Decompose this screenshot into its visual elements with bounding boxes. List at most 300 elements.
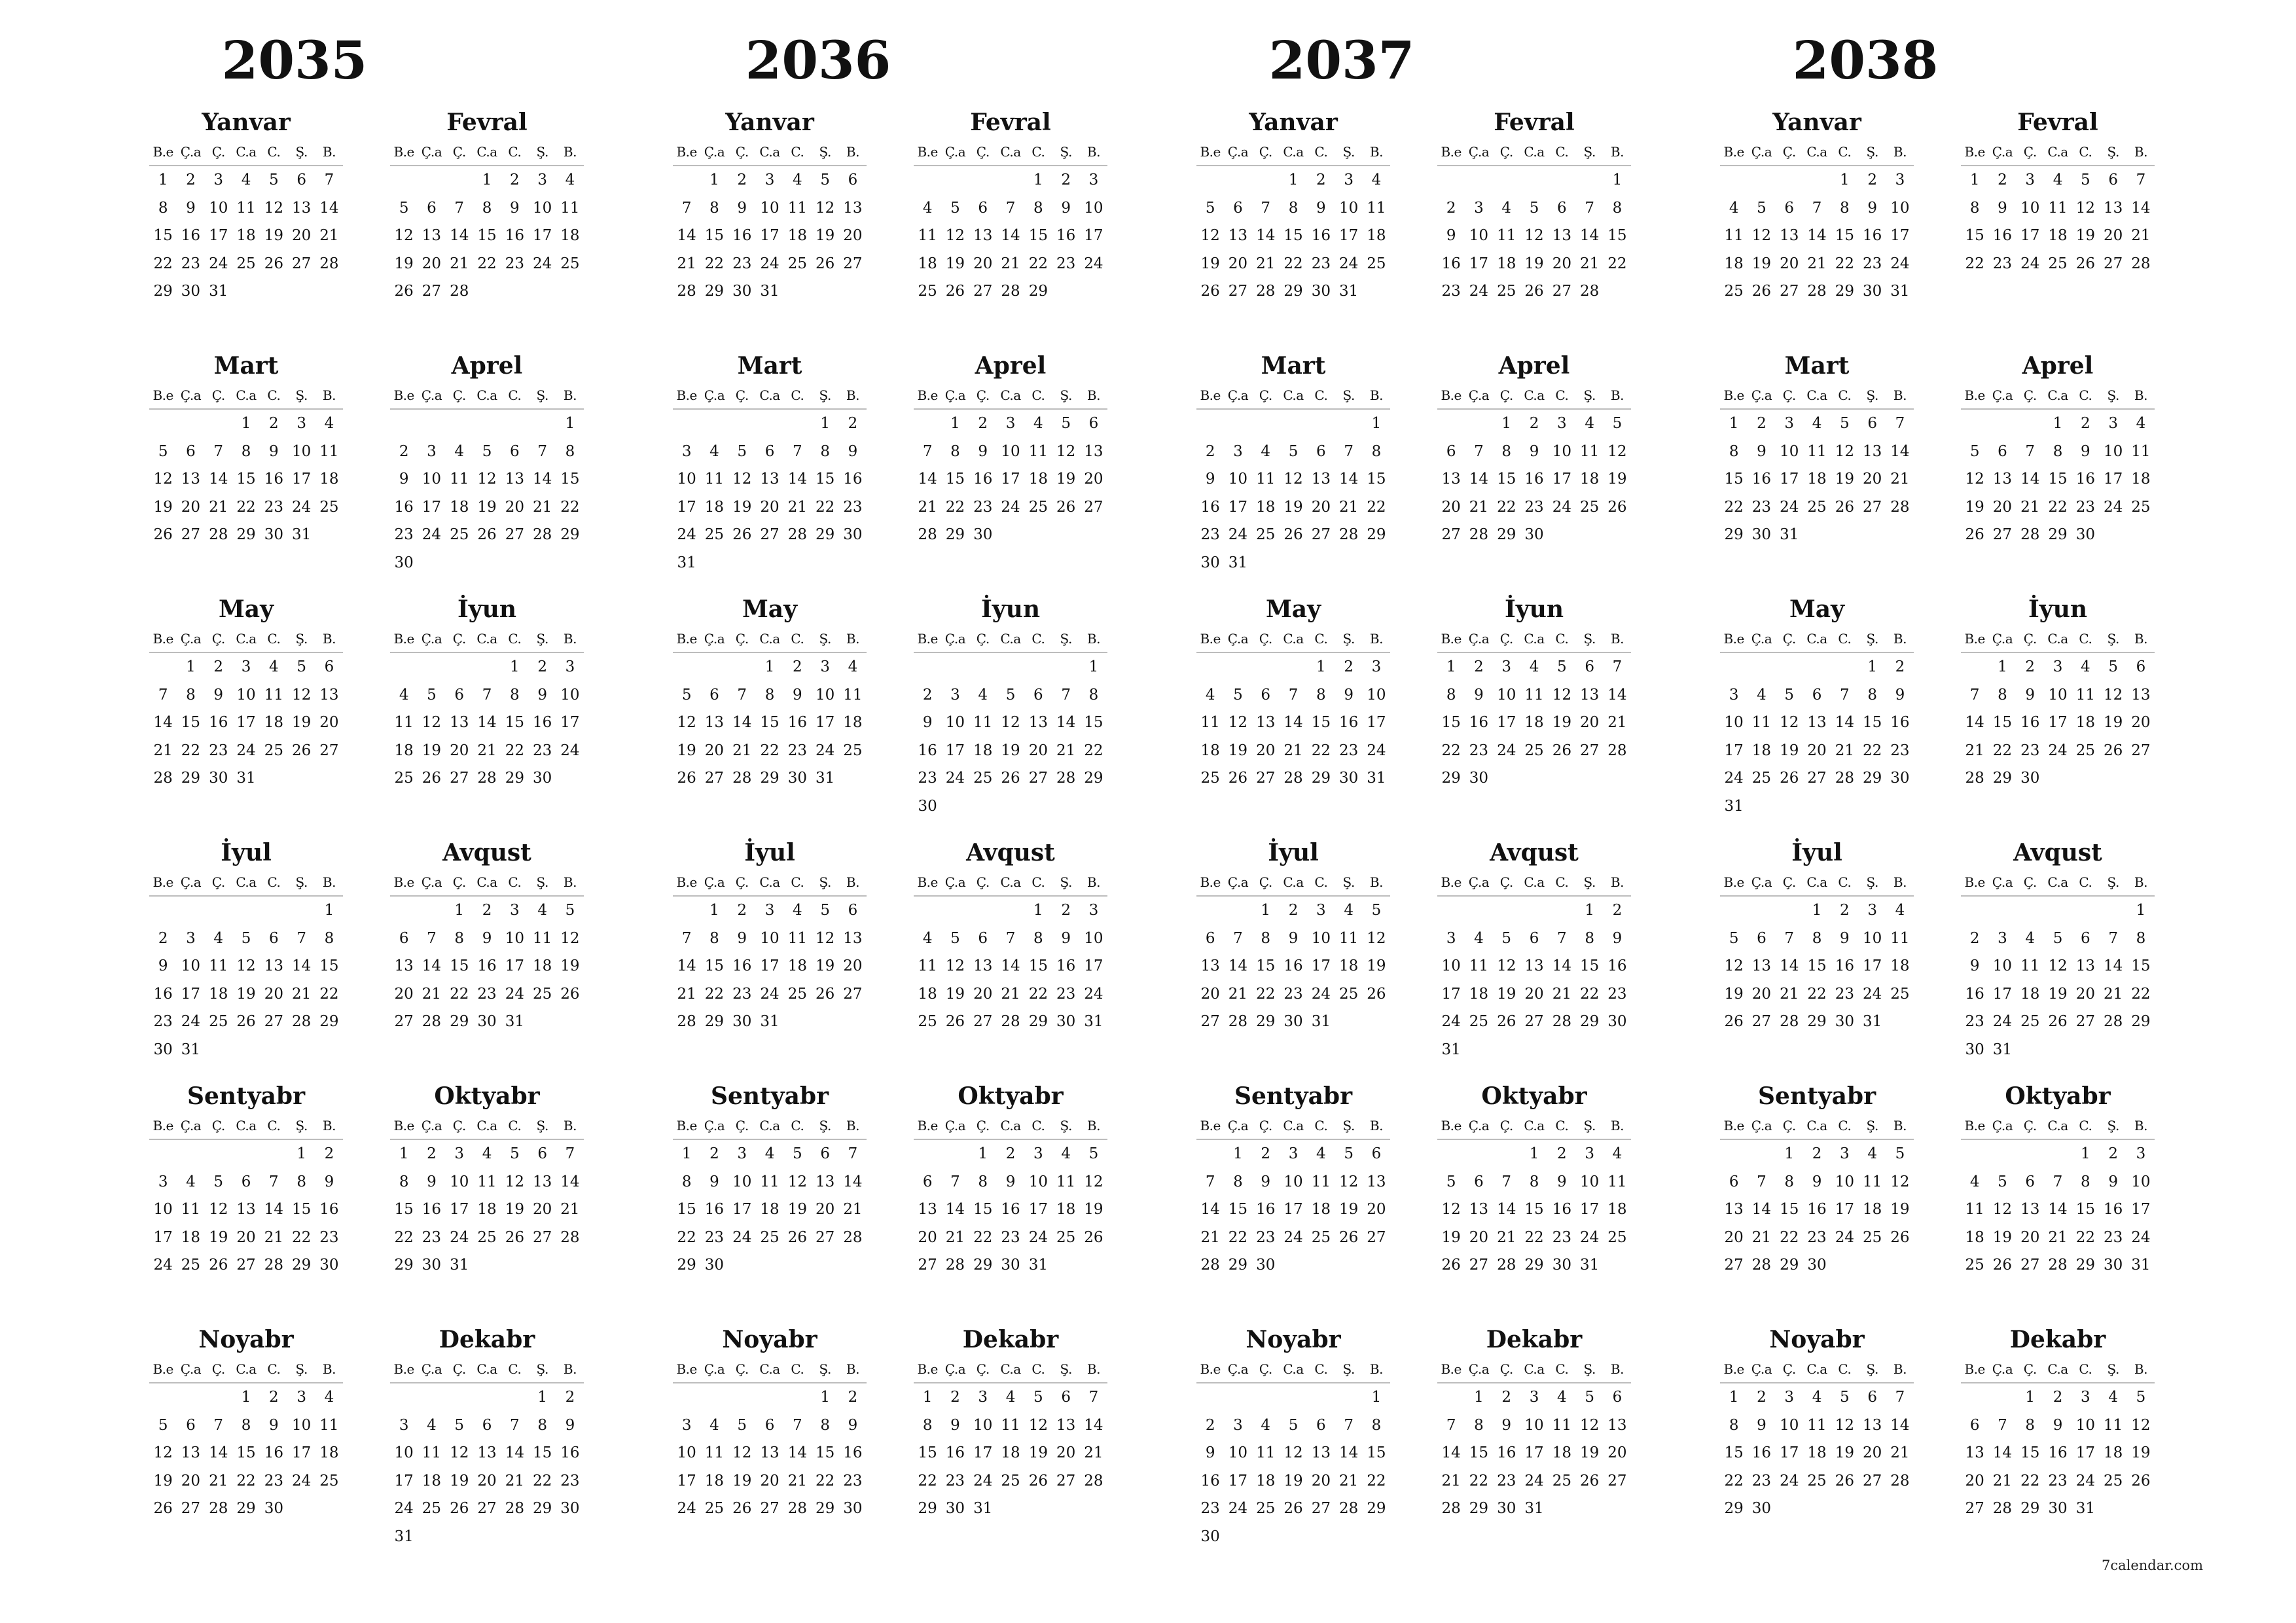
day-cell: 10 bbox=[973, 1416, 993, 1434]
day-cell: 11 bbox=[1056, 1173, 1076, 1190]
weekday-label: Ç.a bbox=[421, 1361, 442, 1377]
empty-cell bbox=[941, 897, 969, 925]
day-cell: 30 bbox=[918, 797, 937, 815]
empty-cell bbox=[1335, 1383, 1362, 1412]
day-cell: 18 bbox=[2075, 714, 2095, 731]
weekday-label: B.e bbox=[1200, 1118, 1221, 1133]
weekday-header bbox=[1720, 1356, 1914, 1383]
day-cell: 28 bbox=[2020, 526, 2040, 543]
day-cell: 29 bbox=[236, 526, 256, 543]
day-cell: 2 bbox=[737, 902, 747, 919]
day-cell: 13 bbox=[394, 957, 414, 974]
day-cell: 5 bbox=[1998, 1173, 2007, 1190]
weekday-label: B. bbox=[1369, 631, 1383, 647]
day-cell: 18 bbox=[1890, 957, 1910, 974]
weekday-label: B.e bbox=[1723, 387, 1744, 403]
day-cell: 3 bbox=[1344, 171, 1354, 188]
day-cell: 1 bbox=[2081, 1145, 2090, 1162]
weekday-label: Ç.a bbox=[421, 144, 442, 160]
empty-cell bbox=[914, 653, 941, 681]
day-cell: 11 bbox=[1256, 1444, 1276, 1461]
day-cell: 9 bbox=[1501, 1416, 1512, 1434]
weekday-label: Ç. bbox=[976, 1118, 990, 1133]
day-cell: 8 bbox=[296, 1173, 306, 1190]
day-cell: 1 bbox=[1316, 658, 1326, 675]
empty-cell bbox=[1437, 1383, 1465, 1412]
day-cell: 6 bbox=[296, 171, 306, 188]
day-cell: 31 bbox=[1311, 1013, 1331, 1030]
day-cell: 4 bbox=[848, 658, 858, 675]
day-cell: 7 bbox=[1557, 929, 1567, 947]
day-cell: 15 bbox=[394, 1201, 414, 1218]
day-cell: 30 bbox=[1311, 283, 1331, 300]
day-cell: 9 bbox=[510, 199, 520, 217]
day-cell: 15 bbox=[1028, 227, 1048, 244]
empty-cell bbox=[969, 166, 997, 194]
weekday-header bbox=[149, 1113, 343, 1140]
day-cell: 27 bbox=[236, 1257, 256, 1274]
day-cell: 9 bbox=[1557, 1173, 1567, 1190]
weekday-label: C.a bbox=[759, 874, 780, 890]
day-cell: 14 bbox=[1497, 1201, 1516, 1218]
day-cell: 19 bbox=[1056, 471, 1076, 488]
day-cell: 23 bbox=[1890, 741, 1910, 759]
day-cell: 4 bbox=[1205, 686, 1215, 704]
day-cell: 19 bbox=[815, 957, 835, 974]
day-cell: 18 bbox=[1751, 741, 1772, 759]
day-cell: 28 bbox=[787, 1500, 807, 1517]
weekday-label: B. bbox=[2134, 144, 2147, 160]
days-grid bbox=[1961, 653, 2155, 793]
day-cell: 24 bbox=[1724, 770, 1744, 787]
weekday-label: B. bbox=[1893, 387, 1907, 403]
empty-cell bbox=[1520, 897, 1548, 925]
day-cell: 26 bbox=[1965, 526, 1984, 543]
day-cell: 6 bbox=[1371, 1145, 1382, 1162]
month-title: May bbox=[1265, 596, 1321, 623]
day-cell: 13 bbox=[1524, 957, 1544, 974]
day-cell: 14 bbox=[209, 471, 228, 488]
days-grid bbox=[1196, 1140, 1390, 1279]
weekday-label: B. bbox=[1369, 387, 1383, 403]
day-cell: 30 bbox=[1001, 1257, 1020, 1274]
weekday-header bbox=[1196, 1113, 1390, 1140]
day-cell: 19 bbox=[422, 741, 442, 759]
day-cell: 21 bbox=[1338, 1472, 1359, 1489]
day-cell: 29 bbox=[1992, 770, 2013, 787]
day-cell: 24 bbox=[1028, 1228, 1048, 1246]
day-cell: 4 bbox=[269, 658, 279, 675]
weekday-label: Ç. bbox=[2023, 387, 2037, 403]
weekday-label: C.a bbox=[236, 144, 257, 160]
day-cell: 14 bbox=[1283, 714, 1303, 731]
empty-cell bbox=[941, 1140, 969, 1168]
day-cell: 4 bbox=[793, 171, 802, 188]
weekday-label: Ç. bbox=[2023, 1361, 2037, 1377]
weekday-label: C.a bbox=[1000, 874, 1021, 890]
day-cell: 13 bbox=[181, 1444, 201, 1461]
day-cell: 10 bbox=[1283, 1173, 1303, 1190]
empty-cell bbox=[1280, 410, 1307, 438]
day-cell: 23 bbox=[560, 1472, 580, 1489]
day-cell: 7 bbox=[1474, 442, 1484, 460]
empty-cell bbox=[1988, 410, 2016, 438]
days-grid bbox=[1720, 410, 1914, 549]
weekday-label: Ç. bbox=[211, 874, 225, 890]
day-cell: 26 bbox=[209, 1257, 228, 1274]
day-cell: 2 bbox=[1061, 902, 1071, 919]
day-cell: 20 bbox=[181, 498, 201, 516]
empty-cell bbox=[390, 410, 418, 438]
weekday-label: C. bbox=[791, 1118, 804, 1133]
weekday-header bbox=[1961, 1356, 2155, 1383]
day-cell: 11 bbox=[264, 686, 283, 704]
day-cell: 18 bbox=[422, 1472, 442, 1489]
day-cell: 17 bbox=[450, 1201, 469, 1218]
weekday-label: C.a bbox=[2047, 1118, 2068, 1133]
weekday-label: C. bbox=[1838, 387, 1852, 403]
day-cell: 12 bbox=[291, 686, 312, 704]
weekday-label: B. bbox=[1893, 1361, 1907, 1377]
weekday-label: Ç. bbox=[1499, 1118, 1513, 1133]
day-cell: 20 bbox=[1965, 1472, 1984, 1489]
day-cell: 13 bbox=[477, 1444, 497, 1461]
month-10 bbox=[1961, 1080, 2155, 1302]
empty-cell bbox=[1776, 653, 1803, 681]
day-cell: 27 bbox=[181, 526, 201, 543]
day-cell: 29 bbox=[815, 1500, 835, 1517]
day-cell: 20 bbox=[1862, 1444, 1882, 1461]
empty-cell bbox=[1465, 897, 1492, 925]
day-cell: 7 bbox=[482, 686, 492, 704]
days-grid bbox=[1720, 897, 1914, 1036]
day-cell: 22 bbox=[1724, 1472, 1744, 1489]
day-cell: 10 bbox=[1579, 1173, 1600, 1190]
day-cell: 11 bbox=[760, 1173, 780, 1190]
weekday-label: Ş. bbox=[1060, 144, 1072, 160]
day-cell: 7 bbox=[1784, 929, 1795, 947]
day-cell: 10 bbox=[1552, 442, 1571, 460]
month-title: Noyabr bbox=[198, 1326, 294, 1353]
day-cell: 14 bbox=[1780, 957, 1799, 974]
day-cell: 9 bbox=[158, 957, 168, 974]
day-cell: 1 bbox=[2025, 1389, 2036, 1406]
day-cell: 28 bbox=[209, 526, 228, 543]
day-cell: 16 bbox=[843, 1444, 863, 1461]
day-cell: 6 bbox=[1557, 199, 1567, 217]
day-cell: 12 bbox=[560, 929, 580, 947]
day-cell: 14 bbox=[1256, 227, 1276, 244]
empty-cell bbox=[473, 1383, 501, 1412]
day-cell: 9 bbox=[950, 1416, 960, 1434]
day-cell: 29 bbox=[1835, 283, 1854, 300]
day-cell: 22 bbox=[532, 1472, 552, 1489]
day-cell: 24 bbox=[1228, 526, 1248, 543]
day-cell: 7 bbox=[1446, 1416, 1456, 1434]
day-cell: 26 bbox=[1200, 283, 1220, 300]
day-cell: 9 bbox=[2108, 1173, 2118, 1190]
day-cell: 6 bbox=[1867, 415, 1877, 432]
day-cell: 16 bbox=[1607, 957, 1627, 974]
weekday-label: Ş. bbox=[536, 387, 548, 403]
day-cell: 29 bbox=[394, 1257, 414, 1274]
weekday-label: Ç.a bbox=[180, 1361, 202, 1377]
day-cell: 15 bbox=[1469, 1444, 1489, 1461]
day-cell: 6 bbox=[186, 442, 196, 460]
day-cell: 12 bbox=[1228, 714, 1248, 731]
day-cell: 31 bbox=[2075, 1500, 2095, 1517]
day-cell: 21 bbox=[1283, 741, 1303, 759]
day-cell: 12 bbox=[1724, 957, 1744, 974]
day-cell: 3 bbox=[1005, 415, 1016, 432]
day-cell: 25 bbox=[1311, 1228, 1331, 1246]
day-cell: 21 bbox=[1607, 714, 1627, 731]
day-cell: 16 bbox=[1524, 471, 1544, 488]
weekday-label: B.e bbox=[1964, 387, 1985, 403]
day-cell: 18 bbox=[1469, 985, 1489, 1003]
weekday-label: C.a bbox=[1524, 631, 1545, 647]
day-cell: 10 bbox=[677, 1444, 696, 1461]
day-cell: 1 bbox=[681, 1145, 692, 1162]
weekday-label: Ç.a bbox=[944, 144, 966, 160]
day-cell: 3 bbox=[681, 442, 692, 460]
day-cell: 20 bbox=[2131, 714, 2151, 731]
day-cell: 10 bbox=[1338, 199, 1359, 217]
weekday-label: C.a bbox=[476, 387, 497, 403]
day-cell: 27 bbox=[505, 526, 524, 543]
day-cell: 12 bbox=[1084, 1173, 1103, 1190]
day-cell: 4 bbox=[1501, 199, 1512, 217]
day-cell: 21 bbox=[209, 498, 228, 516]
day-cell: 14 bbox=[1751, 1201, 1772, 1218]
day-cell: 3 bbox=[1998, 929, 2007, 947]
day-cell: 22 bbox=[1228, 1228, 1248, 1246]
day-cell: 19 bbox=[1780, 741, 1799, 759]
weekday-label: C. bbox=[1031, 1361, 1045, 1377]
day-cell: 17 bbox=[1992, 985, 2013, 1003]
day-cell: 7 bbox=[2053, 1173, 2063, 1190]
day-cell: 29 bbox=[1283, 283, 1303, 300]
day-cell: 13 bbox=[1056, 1416, 1076, 1434]
day-cell: 21 bbox=[422, 985, 442, 1003]
day-cell: 24 bbox=[2020, 255, 2040, 272]
day-cell: 26 bbox=[2075, 255, 2095, 272]
day-cell: 10 bbox=[560, 686, 580, 704]
day-cell: 26 bbox=[1338, 1228, 1359, 1246]
day-cell: 26 bbox=[732, 1500, 752, 1517]
day-cell: 23 bbox=[843, 498, 863, 516]
day-cell: 16 bbox=[1311, 227, 1331, 244]
day-cell: 27 bbox=[1524, 1013, 1544, 1030]
day-cell: 21 bbox=[1497, 1228, 1516, 1246]
day-cell: 11 bbox=[319, 442, 339, 460]
day-cell: 4 bbox=[2025, 929, 2036, 947]
day-cell: 17 bbox=[2048, 714, 2068, 731]
day-cell: 9 bbox=[1344, 686, 1354, 704]
days-grid bbox=[1961, 166, 2155, 277]
weekday-label: Ş. bbox=[295, 144, 308, 160]
day-cell: 6 bbox=[1261, 686, 1271, 704]
day-cell: 27 bbox=[760, 1500, 780, 1517]
day-cell: 27 bbox=[1441, 526, 1461, 543]
weekday-label: C.a bbox=[759, 1361, 780, 1377]
day-cell: 5 bbox=[1288, 1416, 1299, 1434]
empty-cell bbox=[1748, 1140, 1775, 1168]
day-cell: 3 bbox=[241, 658, 251, 675]
weekday-label: C.a bbox=[1283, 631, 1304, 647]
day-cell: 21 bbox=[209, 1472, 228, 1489]
day-cell: 4 bbox=[1812, 1389, 1822, 1406]
day-cell: 26 bbox=[1228, 770, 1248, 787]
month-title: Aprel bbox=[2022, 352, 2094, 380]
empty-cell bbox=[418, 653, 445, 681]
day-cell: 2 bbox=[1261, 1145, 1271, 1162]
day-cell: 15 bbox=[532, 1444, 552, 1461]
day-cell: 8 bbox=[158, 199, 168, 217]
day-cell: 2 bbox=[1840, 902, 1850, 919]
empty-cell bbox=[418, 1383, 445, 1412]
day-cell: 19 bbox=[236, 985, 256, 1003]
day-cell: 19 bbox=[2048, 985, 2068, 1003]
day-cell: 15 bbox=[1367, 1444, 1386, 1461]
day-cell: 16 bbox=[1751, 1444, 1772, 1461]
month-9 bbox=[673, 1080, 867, 1302]
day-cell: 14 bbox=[1890, 442, 1910, 460]
month-title: Noyabr bbox=[1246, 1326, 1341, 1353]
day-cell: 25 bbox=[2048, 255, 2068, 272]
day-cell: 30 bbox=[209, 770, 228, 787]
day-cell: 1 bbox=[1474, 1389, 1484, 1406]
weekday-label: C.a bbox=[1806, 874, 1827, 890]
day-cell: 6 bbox=[1585, 658, 1594, 675]
day-cell: 12 bbox=[1056, 442, 1076, 460]
day-cell: 27 bbox=[1367, 1228, 1386, 1246]
weekday-label: Ç. bbox=[1259, 631, 1272, 647]
day-cell: 10 bbox=[760, 929, 780, 947]
weekday-label: C.a bbox=[1000, 1361, 1021, 1377]
day-cell: 1 bbox=[296, 1145, 306, 1162]
day-cell: 21 bbox=[477, 741, 497, 759]
day-cell: 2 bbox=[482, 902, 492, 919]
empty-cell bbox=[1520, 166, 1548, 194]
day-cell: 15 bbox=[560, 471, 580, 488]
weekday-label: Ç. bbox=[452, 1118, 466, 1133]
month-title: Oktyabr bbox=[434, 1082, 540, 1110]
day-cell: 5 bbox=[681, 686, 692, 704]
day-cell: 9 bbox=[978, 442, 988, 460]
day-cell: 14 bbox=[1001, 957, 1020, 974]
month-title: Noyabr bbox=[1769, 1326, 1865, 1353]
day-cell: 17 bbox=[2075, 1444, 2095, 1461]
month-9 bbox=[1720, 1080, 1914, 1302]
empty-cell bbox=[1335, 410, 1362, 438]
day-cell: 12 bbox=[450, 1444, 469, 1461]
day-cell: 3 bbox=[2025, 171, 2036, 188]
day-cell: 18 bbox=[787, 227, 807, 244]
day-cell: 14 bbox=[1807, 227, 1827, 244]
day-cell: 5 bbox=[737, 442, 747, 460]
day-cell: 20 bbox=[1607, 1444, 1627, 1461]
day-cell: 5 bbox=[1233, 686, 1243, 704]
day-cell: 20 bbox=[815, 1201, 835, 1218]
weekday-label: B.e bbox=[676, 631, 697, 647]
weekday-label: C. bbox=[2079, 144, 2092, 160]
day-cell: 23 bbox=[1807, 1228, 1827, 1246]
day-cell: 22 bbox=[1367, 1472, 1386, 1489]
day-cell: 2 bbox=[1474, 658, 1484, 675]
day-cell: 16 bbox=[1552, 1201, 1571, 1218]
day-cell: 17 bbox=[1283, 1201, 1303, 1218]
day-cell: 30 bbox=[1338, 770, 1359, 787]
day-cell: 24 bbox=[1367, 741, 1386, 759]
day-cell: 22 bbox=[1992, 741, 2013, 759]
day-cell: 24 bbox=[560, 741, 580, 759]
weekday-label: B.e bbox=[152, 1118, 173, 1133]
day-cell: 27 bbox=[1200, 1013, 1220, 1030]
day-cell: 30 bbox=[264, 1500, 283, 1517]
empty-cell bbox=[446, 653, 473, 681]
days-grid bbox=[673, 653, 867, 793]
day-cell: 7 bbox=[1585, 199, 1594, 217]
day-cell: 28 bbox=[1441, 1500, 1461, 1517]
day-cell: 2 bbox=[1529, 415, 1539, 432]
day-cell: 19 bbox=[2075, 227, 2095, 244]
empty-cell bbox=[1280, 1383, 1307, 1412]
day-cell: 31 bbox=[1524, 1500, 1544, 1517]
weekday-label: Ç.a bbox=[421, 1118, 442, 1133]
weekday-label: Ç.a bbox=[704, 874, 725, 890]
day-cell: 30 bbox=[945, 1500, 965, 1517]
day-cell: 25 bbox=[1751, 770, 1772, 787]
day-cell: 22 bbox=[704, 985, 725, 1003]
day-cell: 20 bbox=[1524, 985, 1544, 1003]
day-cell: 26 bbox=[153, 526, 173, 543]
day-cell: 10 bbox=[422, 471, 442, 488]
day-cell: 13 bbox=[422, 227, 442, 244]
day-cell: 18 bbox=[532, 957, 552, 974]
day-cell: 15 bbox=[945, 471, 965, 488]
weekday-label: Ç.a bbox=[1468, 1361, 1490, 1377]
day-cell: 25 bbox=[1607, 1228, 1627, 1246]
month-title: İyul bbox=[221, 839, 272, 866]
day-cell: 28 bbox=[1056, 770, 1076, 787]
day-cell: 22 bbox=[1780, 1228, 1799, 1246]
day-cell: 22 bbox=[450, 985, 469, 1003]
empty-cell bbox=[673, 653, 700, 681]
day-cell: 13 bbox=[264, 957, 283, 974]
empty-cell bbox=[1988, 897, 2016, 925]
weekday-label: C.a bbox=[476, 144, 497, 160]
day-cell: 26 bbox=[1283, 526, 1303, 543]
day-cell: 2 bbox=[2081, 415, 2090, 432]
month-11 bbox=[1720, 1323, 1914, 1546]
day-cell: 9 bbox=[1812, 1173, 1822, 1190]
day-cell: 24 bbox=[209, 255, 228, 272]
month-9 bbox=[1196, 1080, 1390, 1302]
weekday-label: C. bbox=[1314, 1361, 1328, 1377]
day-cell: 20 bbox=[1256, 741, 1276, 759]
day-cell: 3 bbox=[1529, 1389, 1539, 1406]
day-cell: 12 bbox=[153, 1444, 173, 1461]
day-cell: 16 bbox=[1751, 471, 1772, 488]
empty-cell bbox=[1252, 166, 1280, 194]
day-cell: 5 bbox=[482, 442, 492, 460]
day-cell: 20 bbox=[760, 1472, 780, 1489]
day-cell: 12 bbox=[2131, 1416, 2151, 1434]
month-title: Sentyabr bbox=[1234, 1082, 1353, 1110]
day-cell: 8 bbox=[565, 442, 575, 460]
empty-cell bbox=[1493, 897, 1520, 925]
